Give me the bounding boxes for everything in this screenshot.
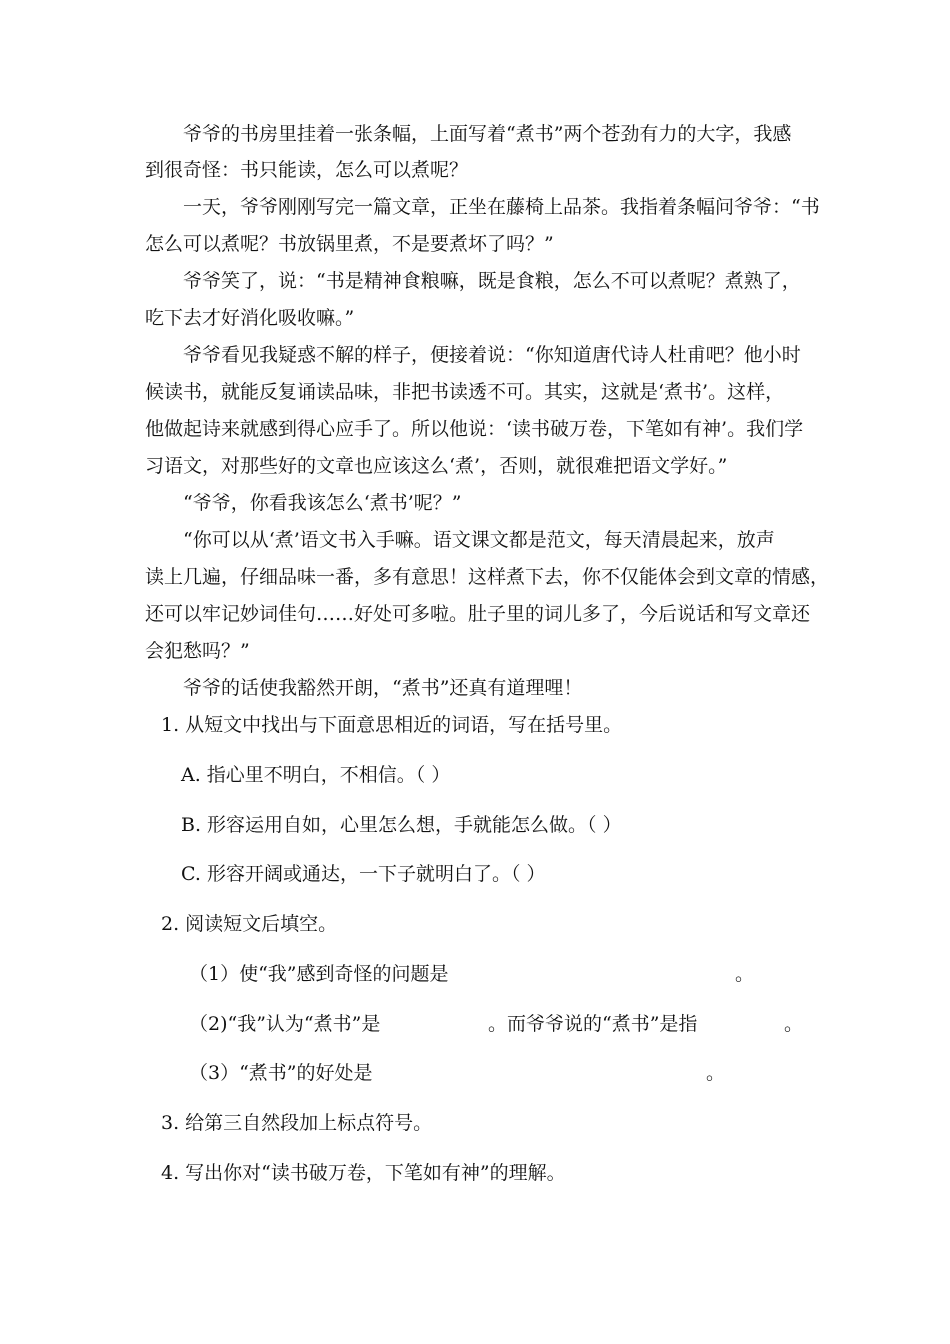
fill-blank-3-end: 。: [706, 1062, 726, 1084]
passage-line: 怎么可以煮呢？书放锅里煮，不是要煮坏了吗？”: [145, 233, 554, 255]
fill-blank-2-end: 。: [784, 1013, 804, 1035]
question-1-option-b: B. 形容运用自如，心里怎么想，手就能怎么做。（ ）: [181, 814, 622, 836]
question-2-label: 2. 阅读短文后填空。: [161, 913, 338, 935]
fill-blank-1-end: 。: [735, 963, 755, 985]
passage-line: 习语文，对那些好的文章也应该这么‘煮’，否则，就很难把语文学好。”: [145, 455, 728, 477]
fill-blank-2-middle: 。而爷爷说的“煮书”是指: [488, 1013, 698, 1035]
passage-line: 爷爷的书房里挂着一张条幅，上面写着“煮书”两个苍劲有力的大字，我感: [183, 123, 792, 145]
question-1-option-c: C. 形容开阔或通达，一下子就明白了。（ ）: [181, 863, 546, 885]
passage-line: 他做起诗来就感到得心应手了。所以他说：‘读书破万卷，下笔如有神’。我们学: [145, 418, 804, 440]
passage-line: 爷爷的话使我豁然开朗，“煮书”还真有道理哩！: [183, 677, 583, 699]
passage-line: 吃下去才好消化吸收嘛。”: [145, 307, 355, 329]
passage-line: 还可以牢记妙词佳句……好处可多啦。肚子里的词儿多了，今后说话和写文章还: [145, 603, 811, 625]
passage-line: 会犯愁吗？”: [145, 640, 250, 662]
question-3-label: 3. 给第三自然段加上标点符号。: [161, 1112, 433, 1134]
question-1-label: 1. 从短文中找出与下面意思相近的词语，写在括号里。: [161, 714, 623, 736]
question-1-option-a: A. 指心里不明白，不相信。（ ）: [181, 764, 451, 786]
passage-line: 一天，爷爷刚刚写完一篇文章，正坐在藤椅上品茶。我指着条幅问爷爷：“书: [183, 196, 820, 218]
passage-line: 到很奇怪：书只能读，怎么可以煮呢？: [145, 159, 469, 181]
passage-line: “爷爷，你看我该怎么‘煮书’呢？”: [183, 492, 462, 514]
question-4-label: 4. 写出你对“读书破万卷，下笔如有神”的理解。: [161, 1162, 566, 1184]
passage-line: “你可以从‘煮’语文书入手嘛。语文课文都是范文，每天清晨起来，放声: [183, 529, 775, 551]
passage-line: 候读书，就能反复诵读品味，非把书读透不可。其实，这就是‘煮书’。这样，: [145, 381, 785, 403]
passage-line: 爷爷看见我疑惑不解的样子，便接着说：“你知道唐代诗人杜甫吧？他小时: [183, 344, 801, 366]
passage-line: 爷爷笑了，说：“书是精神食粮嘛，既是食粮，怎么不可以煮呢？煮熟了，: [183, 270, 801, 292]
fill-blank-2: （2)“我”认为“煮书”是: [189, 1013, 381, 1035]
passage-line: 读上几遍，仔细品味一番，多有意思！这样煮下去，你不仅能体会到文章的情感，: [145, 566, 830, 588]
fill-blank-1: （1）使“我”感到奇怪的问题是: [189, 963, 449, 985]
fill-blank-3: （3）“煮书”的好处是: [189, 1062, 373, 1084]
